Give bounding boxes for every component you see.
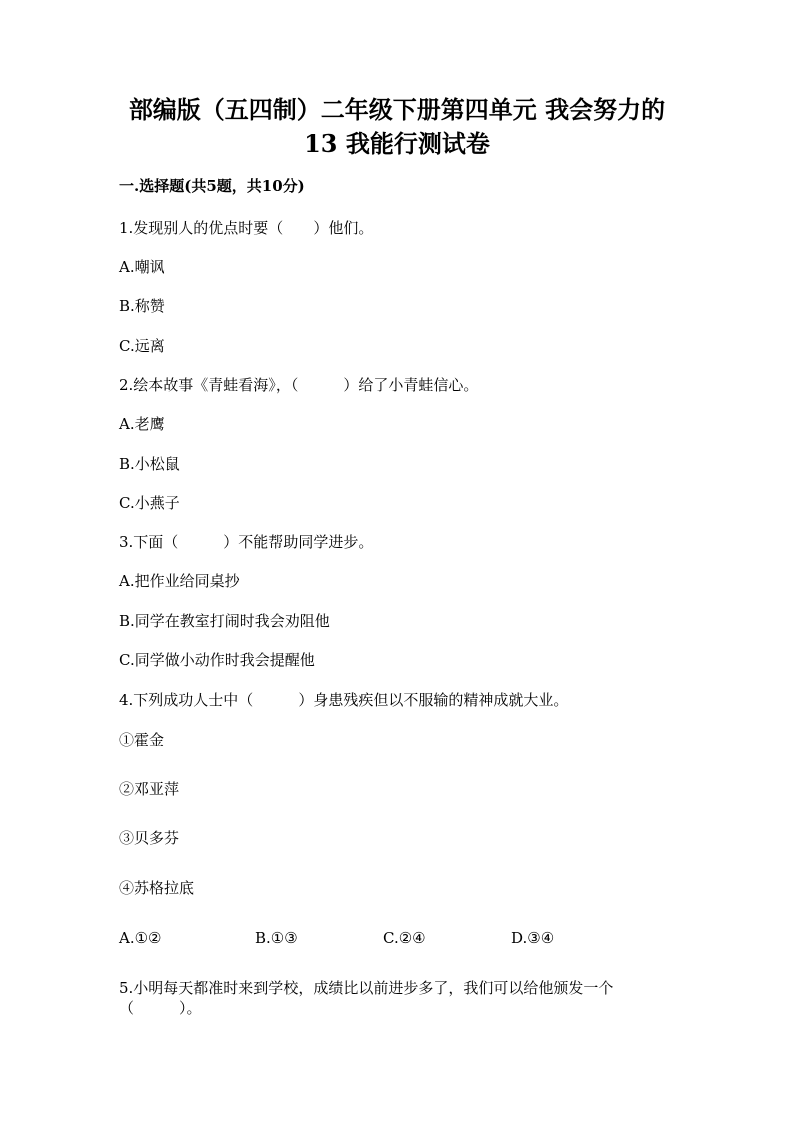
question-4-option-c: C.②④ <box>383 929 426 947</box>
question-1-option-a: A.嘲讽 <box>119 258 165 276</box>
question-1-stem: 1.发现别人的优点时要（ ）他们。 <box>119 219 374 237</box>
question-4-item-1: ①霍金 <box>119 731 165 749</box>
section-heading: 一.选择题(共5题，共10分) <box>119 177 305 195</box>
question-1-option-c: C.远离 <box>119 337 165 355</box>
question-2-option-c: C.小燕子 <box>119 494 180 512</box>
page-title-line-2: 13 我能行测试卷 <box>304 129 490 158</box>
question-4-option-a: A.①② <box>119 929 162 947</box>
question-4-option-b: B.①③ <box>255 929 298 947</box>
question-4-option-d: D.③④ <box>511 929 555 947</box>
question-4-item-2: ②邓亚萍 <box>119 780 180 798</box>
question-2-option-a: A.老鹰 <box>119 415 165 433</box>
question-3-option-c: C.同学做小动作时我会提醒他 <box>119 651 315 669</box>
question-4-item-4: ④苏格拉底 <box>119 879 195 897</box>
question-3-stem: 3.下面（ ）不能帮助同学进步。 <box>119 533 374 551</box>
question-1-option-b: B.称赞 <box>119 297 165 315</box>
page-title-line-1: 部编版（五四制）二年级下册第四单元 我会努力的 <box>128 95 666 124</box>
question-5-stem-line-2: （ ）。 <box>119 999 202 1017</box>
question-3-option-b: B.同学在教室打闹时我会劝阻他 <box>119 612 330 630</box>
question-4-stem: 4.下列成功人士中（ ）身患残疾但以不服输的精神成就大业。 <box>119 691 569 709</box>
question-5-stem-line-1: 5.小明每天都准时来到学校，成绩比以前进步多了，我们可以给他颁发一个 <box>119 979 614 997</box>
question-3-option-a: A.把作业给同桌抄 <box>119 572 240 590</box>
question-2-option-b: B.小松鼠 <box>119 455 180 473</box>
question-4-item-3: ③贝多芬 <box>119 829 180 847</box>
question-2-stem: 2.绘本故事《青蛙看海》，（ ）给了小青蛙信心。 <box>119 376 479 394</box>
